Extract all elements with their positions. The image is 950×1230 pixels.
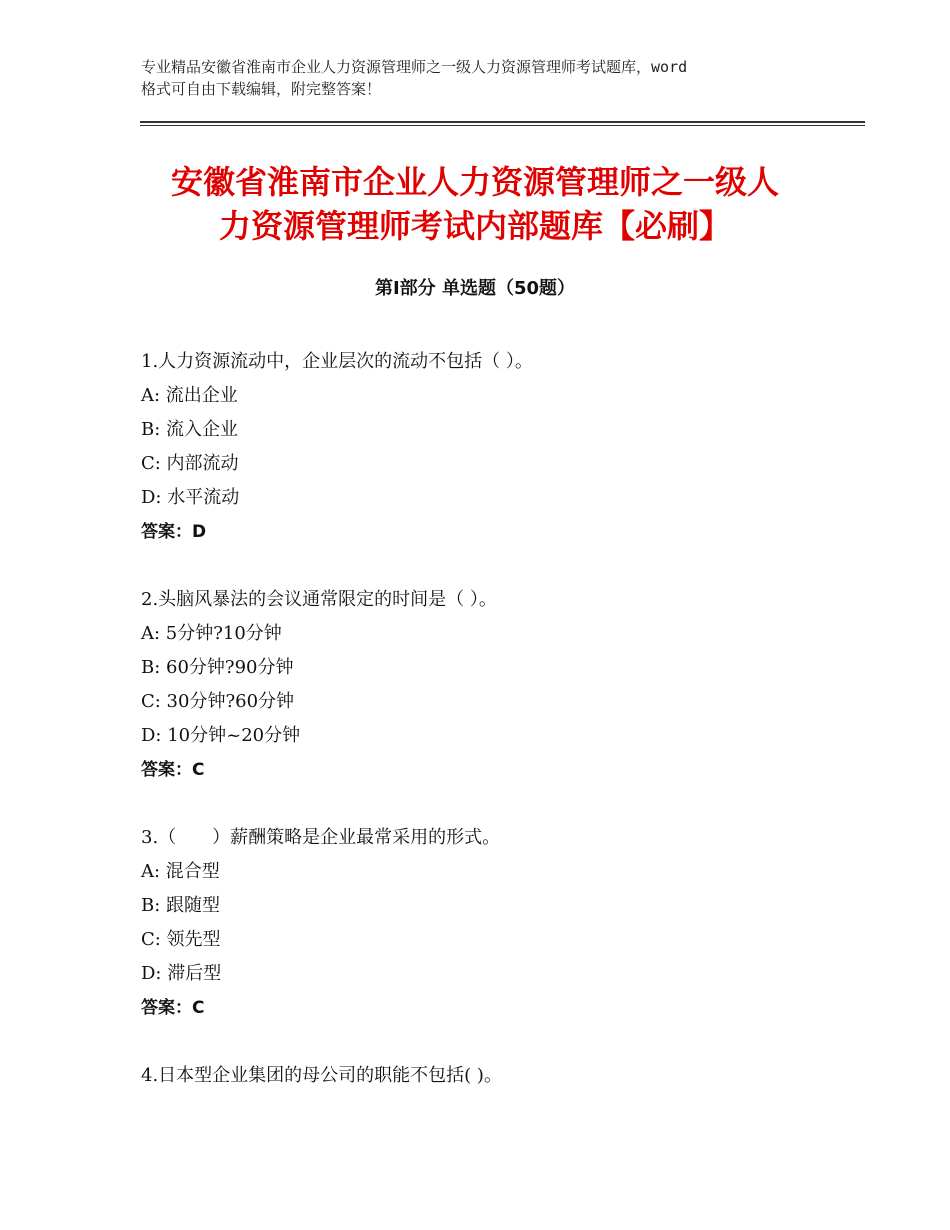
question-3 [141,821,841,1025]
document-title-line-2: 力资源管理师考试内部题库【必刷】 [218,207,731,245]
option-c: C: 30分钟?60分钟 [141,691,295,712]
question-list [141,345,841,1127]
answer-label: 答案：D [141,522,207,542]
section-title: 第Ⅰ部分 单选题（50题） [374,278,575,299]
question-stem: 1.人力资源流动中，企业层次的流动不包括（ ）。 [141,351,533,372]
answer-label: 答案：C [141,760,205,780]
option-b: B: 流入企业 [141,419,239,440]
header-note-line-1: 专业精品安徽省淮南市企业人力资源管理师之一级人力资源管理师考试题库，word [141,58,688,76]
question-4 [141,1059,841,1093]
option-a: A: 流出企业 [141,385,238,406]
document-title [140,160,810,248]
option-b: B: 60分钟?90分钟 [141,657,294,678]
header-note-line-2: 格式可自由下载编辑，附完整答案！ [141,80,382,98]
option-c: C: 领先型 [141,929,221,950]
option-d: D: 水平流动 [141,487,240,508]
header-divider [140,121,865,126]
document-title-line-1: 安徽省淮南市企业人力资源管理师之一级人 [170,163,779,201]
header-note [141,56,841,100]
option-a: A: 混合型 [141,861,220,882]
question-1 [141,345,841,549]
option-d: D: 10分钟~20分钟 [141,725,301,746]
question-2 [141,583,841,787]
option-a: A: 5分钟?10分钟 [141,623,282,644]
question-stem: 4.日本型企业集团的母公司的职能不包括( )。 [141,1065,502,1086]
question-stem: 2.头脑风暴法的会议通常限定的时间是（ ）。 [141,589,497,610]
answer-label: 答案：C [141,998,205,1018]
option-b: B: 跟随型 [141,895,221,916]
option-d: D: 滞后型 [141,963,222,984]
question-stem: 3.（ ）薪酬策略是企业最常采用的形式。 [141,827,501,848]
option-c: C: 内部流动 [141,453,239,474]
